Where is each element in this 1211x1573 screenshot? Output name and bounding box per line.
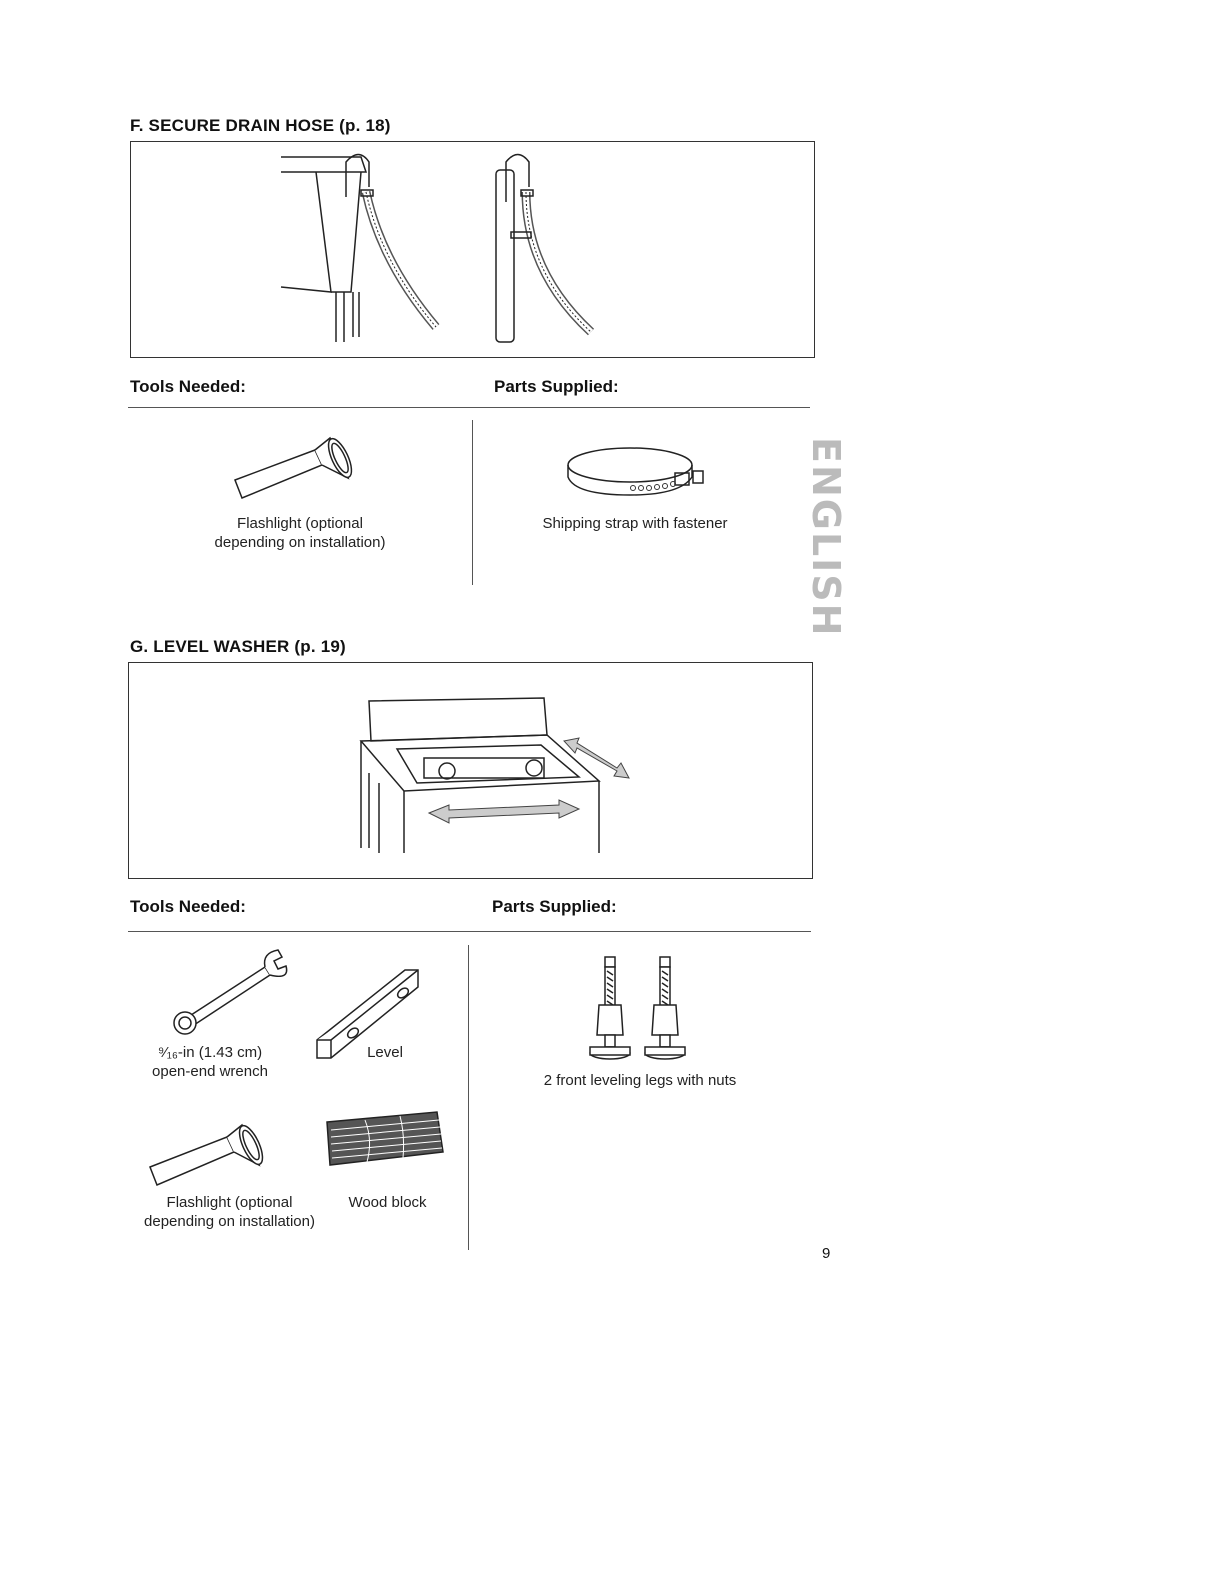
section-f-tools-label: Tools Needed: bbox=[130, 377, 246, 396]
flashlight-caption bbox=[190, 514, 410, 552]
flashlight-caption-line2: depending on installation) bbox=[214, 534, 386, 551]
section-g-divider bbox=[128, 931, 811, 932]
section-f-divider bbox=[128, 407, 810, 408]
shipping-strap-caption: Shipping strap with fastener bbox=[542, 515, 728, 532]
level-washer-illustration bbox=[129, 663, 812, 878]
level-washer-figure bbox=[128, 662, 813, 879]
page-number: 9 bbox=[822, 1245, 831, 1262]
wood-block-caption: Wood block bbox=[348, 1194, 427, 1211]
drain-hose-illustration bbox=[131, 142, 814, 357]
leveling-legs-caption: 2 front leveling legs with nuts bbox=[543, 1072, 737, 1089]
section-f-title: F. SECURE DRAIN HOSE (p. 18) bbox=[130, 116, 391, 135]
flashlight-g-caption-line2: depending on installation) bbox=[144, 1213, 315, 1230]
flashlight-caption-line1: Flashlight (optional bbox=[237, 515, 363, 532]
wood-block-icon bbox=[325, 1110, 450, 1175]
flashlight-icon bbox=[145, 1115, 270, 1195]
section-g-parts-label: Parts Supplied: bbox=[492, 897, 617, 916]
wrench-icon bbox=[170, 945, 300, 1045]
section-f-column-divider bbox=[472, 420, 473, 585]
shipping-strap-icon bbox=[565, 443, 715, 508]
wrench-caption bbox=[125, 1043, 295, 1081]
flashlight-g-caption bbox=[122, 1193, 337, 1231]
wrench-caption-line1: ⁹⁄₁₆-in (1.43 cm) bbox=[157, 1044, 263, 1061]
wrench-caption-line2: open-end wrench bbox=[152, 1063, 268, 1080]
language-side-tab: ENGLISH bbox=[804, 437, 848, 638]
section-g-tools-label: Tools Needed: bbox=[130, 897, 246, 916]
section-g-column-divider bbox=[468, 945, 469, 1250]
level-caption: Level bbox=[367, 1044, 403, 1061]
drain-hose-figure bbox=[130, 141, 815, 358]
section-f-parts-label: Parts Supplied: bbox=[494, 377, 619, 396]
leveling-legs-icon bbox=[585, 955, 705, 1070]
flashlight-icon bbox=[230, 430, 360, 510]
flashlight-g-caption-line1: Flashlight (optional bbox=[166, 1194, 293, 1211]
section-g-title: G. LEVEL WASHER (p. 19) bbox=[130, 637, 346, 656]
